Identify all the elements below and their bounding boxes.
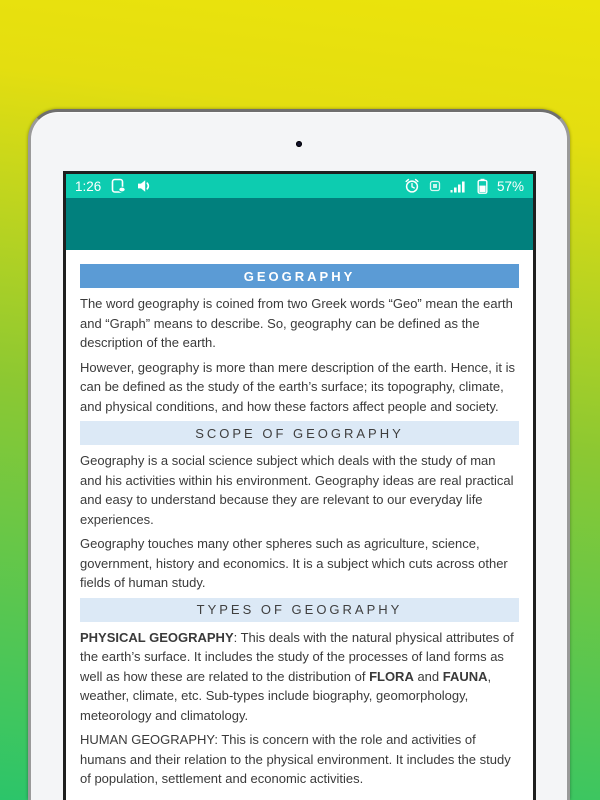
paragraph-definition-2: However, geography is more than mere description of the earth. Hence, it is can be defined as the study of the earth’s surface; its topography, climate, and physical conditions, and how these factors affect people and society.: [80, 359, 515, 414]
bold-flora: FLORA: [369, 668, 414, 684]
bold-fauna: FAUNA: [442, 668, 488, 684]
paragraph-scope-2: Geography touches many other spheres such as agriculture, science, government, history and economics. It is a subject which cuts across other fields of human study.: [80, 536, 508, 590]
text-run: , weather, climate, etc. Sub-types include biography, geomorphology, meteorology and climatology.: [80, 668, 492, 723]
tablet-device: [28, 109, 570, 800]
article-content[interactable]: [66, 250, 533, 789]
text-run: and: [413, 668, 443, 684]
battery-percent: 57%: [496, 178, 524, 194]
section-header-scope: SCOPE OF GEOGRAPHY: [80, 421, 519, 445]
signal-strength-icon: [450, 179, 468, 193]
text-run: : This deals with the natural physical attributes of the earth’s surface. It includes the study of the processes of land forms as well as how these are related to the distribution of: [80, 629, 514, 684]
bold-physical-geography: PHYSICAL GEOGRAPHY: [80, 629, 234, 645]
alarm-clock-icon: [404, 178, 420, 194]
device-screen: [63, 171, 536, 800]
paragraph-scope-1: Geography is a social science subject which deals with the study of man and his activities within his environment. Geography ideas are real practical and easy to understand because they are relevant to our everyday life experiences.: [80, 453, 514, 527]
status-bar: [66, 174, 533, 198]
paragraph-physical-geography: [80, 628, 519, 726]
section-header-types: TYPES OF GEOGRAPHY: [80, 598, 519, 622]
paragraph-human-geography: HUMAN GEOGRAPHY: This is concern with the role and activities of humans and their relation to the physical environment. It includes the study of population, settlement and economic activities.: [80, 732, 511, 786]
status-bar-left: [75, 178, 152, 194]
clock-time: 1:26: [75, 178, 102, 194]
sim-card-icon: [429, 180, 441, 192]
battery-icon: [477, 178, 488, 194]
app-bar: [66, 198, 533, 250]
status-bar-right: [404, 178, 524, 194]
front-camera: [296, 141, 302, 147]
paragraph-definition: The word geography is coined from two Greek words “Geo” mean the earth and “Graph” means to describe. So, geography can be defined as the description of the earth.: [80, 296, 513, 350]
screenshot-icon: [111, 178, 126, 194]
volume-icon: [136, 179, 152, 193]
section-header-geography: GEOGRAPHY: [80, 264, 519, 288]
